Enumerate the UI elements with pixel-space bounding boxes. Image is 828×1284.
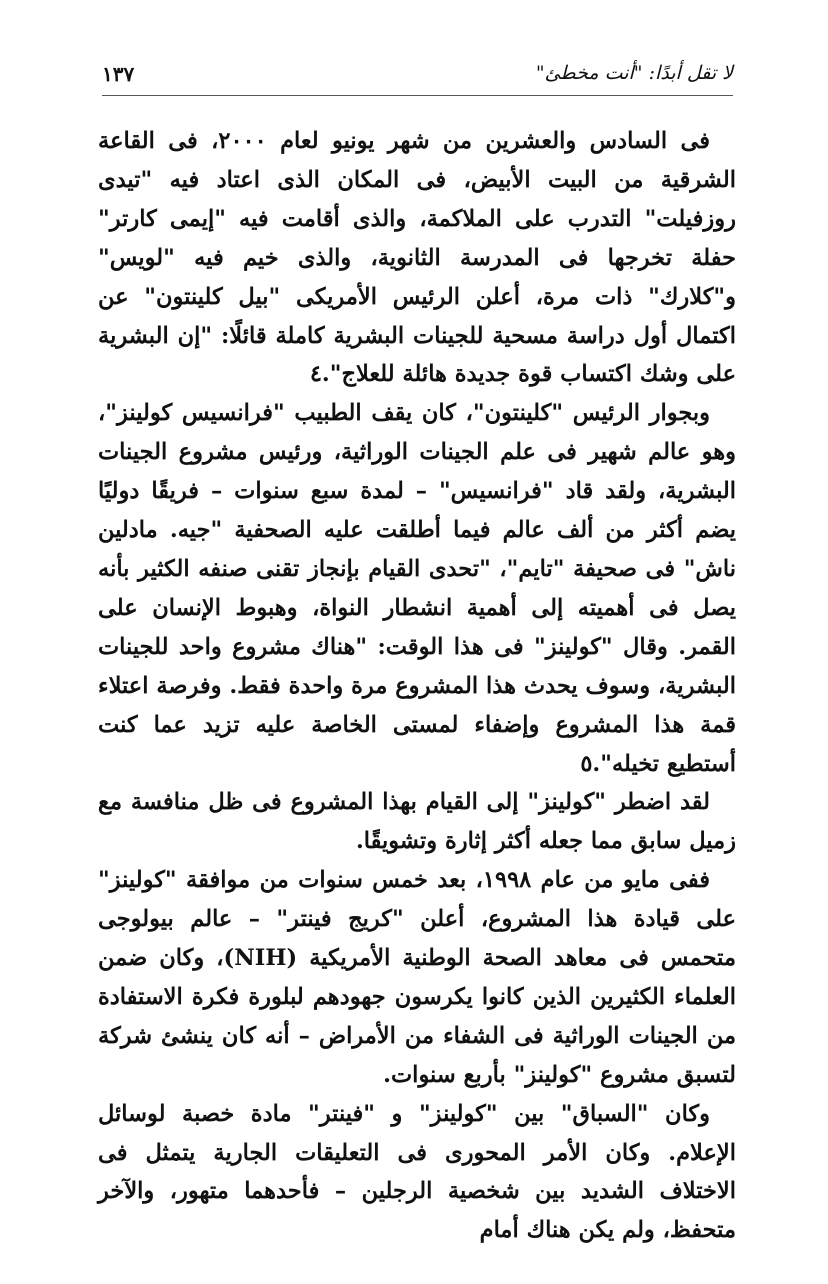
paragraph: ففى مايو من عام ١٩٩٨، بعد خمس سنوات من موافقة "كولينز" على قيادة هذا المشروع، أعلن "كريج فينتر" – عالم بيولوجى متحمس فى معاهد الصحة الوطنية الأمريكية (NIH)، وكان ضمن العلماء الكثيرين الذين كانوا يكرسون جهودهم لبلورة فكرة الاستفادة من الجينات الوراثية فى الشفاء من الأمراض – أنه كان ينشئ شركة لتسبق مشروع "كولينز" بأربع سنوات. [98, 867, 736, 1088]
page-number: ١٣٧ [102, 62, 135, 86]
paragraph: فى السادس والعشرين من شهر يونيو لعام ٢٠٠٠، فى القاعة الشرقية من البيت الأبيض، فى المكان الذى اعتاد فيه "تيدى روزفيلت" التدرب على الملاكمة، والذى أقامت فيه "إيمى كارتر" حفلة تخرجها فى المدرسة الثانوية، والذى خيم فيه "لويس" و"كلارك" ذات مرة، أعلن الرئيس الأمريكى "بيل كلينتون" عن اكتمال أول دراسة مسحية للجينات البشرية كاملة قائلًا: "إن البشرية على وشك اكتساب قوة جديدة هائلة للعلاج".٤ [98, 128, 736, 388]
header-divider [102, 95, 733, 96]
paragraph: وكان "السباق" بين "كولينز" و "فينتر" مادة خصبة لوسائل الإعلام. وكان الأمر المحورى فى التعليقات الجارية يتمثل فى الاختلاف الشديد بين شخصية الرجلين – فأحدهما متهور، والآخر متحفظ، ولم يكن هناك أمام [98, 1100, 736, 1244]
paragraph: لقد اضطر "كولينز" إلى القيام بهذا المشروع فى ظل منافسة مع زميل سابق مما جعله أكثر إثارة وتشويقًا. [98, 789, 736, 855]
running-title: لا تقل أبدًا: "أنت مخطئ" [535, 62, 733, 84]
page-header [102, 62, 733, 96]
paragraph: وبجوار الرئيس "كلينتون"، كان يقف الطبيب "فرانسيس كولينز"، وهو عالم شهير فى علم الجينات الوراثية، ورئيس مشروع الجينات البشرية، ولقد قاد "فرانسيس" – لمدة سبع سنوات – فريقًا دوليًا يضم أكثر من ألف عالم فيما أطلقت عليه الصحفية "جيه. مادلين ناش" فى صحيفة "تايم"، "تحدى القيام بإنجاز تقنى صنفه الكثير بأنه يصل فى أهميته إلى أهمية انشطار النواة، وهبوط الإنسان على القمر. وقال "كولينز" فى هذا الوقت: "هناك مشروع واحد للجينات البشرية، وسوف يحدث هذا المشروع مرة واحدة فقط. وفرصة اعتلاء قمة هذا المشروع وإضفاء لمستى الخاصة عليه تزيد عما كنت أستطيع تخيله".٥ [98, 400, 736, 777]
body-text [98, 122, 736, 1250]
